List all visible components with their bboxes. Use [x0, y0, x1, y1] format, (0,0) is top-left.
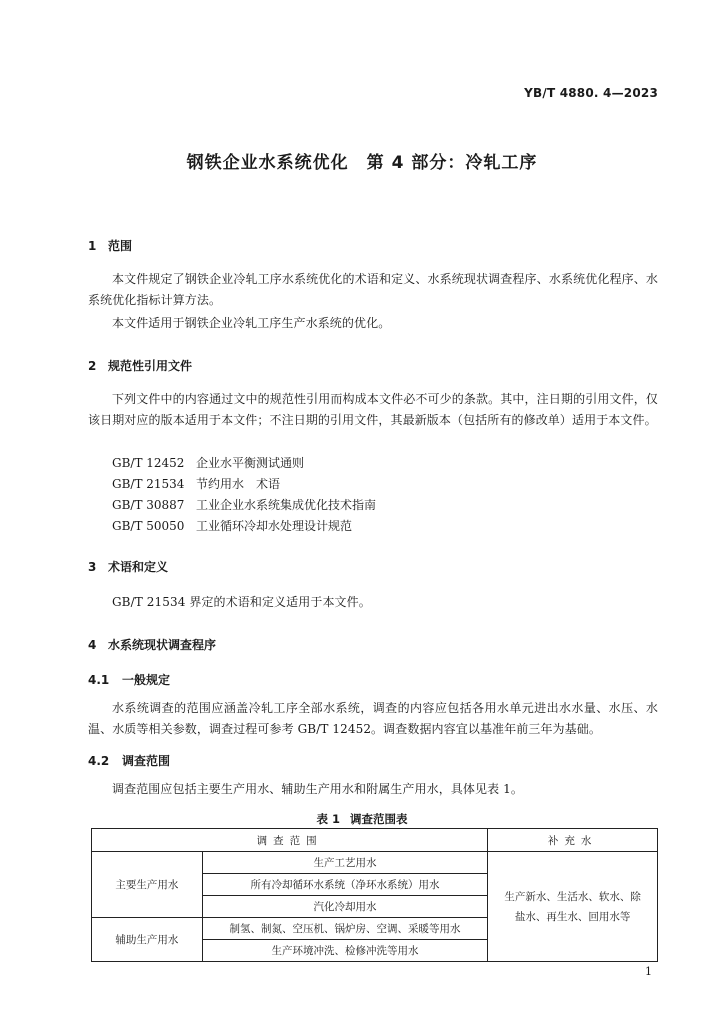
reference-code: GB/T 50050: [112, 519, 185, 533]
section-1-paragraph-1: 本文件规定了钢铁企业冷轧工序水系统优化的术语和定义、水系统现状调查程序、水系统优化程序、水系统优化指标计算方法。: [88, 272, 658, 307]
table-caption: [0, 811, 724, 827]
section-2-paragraph: 下列文件中的内容通过文中的规范性引用而构成本文件必不可少的条款。其中，注日期的引用文件，仅该日期对应的版本适用于本文件；不注日期的引用文件，其最新版本（包括所有的修改单）适用于本文件。: [88, 392, 658, 427]
table-cell: 制氢、制氮、空压机、锅炉房、空调、采暖等用水: [202, 918, 487, 940]
reference-item: [112, 516, 352, 537]
section-number: 4: [88, 638, 97, 652]
table-group-main: 主要生产用水: [92, 852, 203, 918]
reference-name: 节约用水 术语: [196, 477, 281, 491]
section-title: 术语和定义: [108, 560, 169, 574]
page-number: 1: [645, 965, 652, 978]
table-cell: 生产工艺用水: [202, 852, 487, 874]
reference-code: GB/T 30887: [112, 498, 185, 512]
reference-code: GB/T 12452: [112, 456, 185, 470]
standard-code: YB/T 4880. 4—2023: [524, 86, 658, 100]
table-row: [92, 852, 658, 874]
section-1-heading: [88, 237, 132, 254]
table-header-supplement: 补充水: [488, 829, 658, 852]
section-title: 规范性引用文件: [108, 359, 193, 373]
table-caption-number: 表 1: [316, 812, 340, 826]
reference-item: [112, 453, 304, 474]
section-number: 2: [88, 359, 97, 373]
table-header-scope: 调查范围: [92, 829, 488, 852]
section-number: 3: [88, 560, 97, 574]
subsection-title: 调查范围: [122, 754, 171, 768]
reference-name: 工业循环冷却水处理设计规范: [196, 519, 353, 533]
subsection-4-2-paragraph: 调查范围应包括主要生产用水、辅助生产用水和附属生产用水，具体见表 1。: [112, 782, 523, 796]
reference-item: [112, 495, 376, 516]
subsection-number: 4.2: [88, 754, 110, 768]
table-supplement-cell: 生产新水、生活水、软水、除盐水、再生水、回用水等: [488, 852, 658, 962]
subsection-number: 4.1: [88, 673, 110, 687]
table-group-aux: 辅助生产用水: [92, 918, 203, 962]
table-cell: 生产环境冲洗、检修冲洗等用水: [202, 940, 487, 962]
section-number: 1: [88, 239, 97, 253]
section-3-paragraph: GB/T 21534 界定的术语和定义适用于本文件。: [112, 595, 371, 609]
document-title: 钢铁企业水系统优化 第 4 部分：冷轧工序: [186, 153, 538, 173]
section-title: 水系统现状调查程序: [108, 638, 217, 652]
reference-name: 工业企业水系统集成优化技术指南: [196, 498, 377, 512]
subsection-4-1-paragraph: 水系统调查的范围应涵盖冷轧工序全部水系统，调查的内容应包括各用水单元进出水水量、水压、水温、水质等相关参数，调查过程可参考 GB/T 12452。调查数据内容宜以基准年前三年为基础。: [88, 701, 658, 736]
section-title: 范围: [108, 239, 133, 253]
reference-code: GB/T 21534: [112, 477, 185, 491]
reference-item: [112, 474, 280, 495]
table-caption-title: 调查范围表: [350, 812, 408, 826]
table-header-row: [92, 829, 658, 852]
subsection-4-2-heading: [88, 752, 170, 769]
table-cell: 所有冷却循环水系统（净环水系统）用水: [202, 874, 487, 896]
survey-scope-table: [91, 828, 658, 962]
section-3-heading: [88, 558, 168, 575]
section-1-paragraph-2: 本文件适用于钢铁企业冷轧工序生产水系统的优化。: [112, 316, 391, 330]
section-4-heading: [88, 636, 216, 653]
subsection-title: 一般规定: [122, 673, 171, 687]
reference-name: 企业水平衡测试通则: [196, 456, 305, 470]
section-2-heading: [88, 357, 192, 374]
table-cell: 汽化冷却用水: [202, 896, 487, 918]
subsection-4-1-heading: [88, 671, 170, 688]
